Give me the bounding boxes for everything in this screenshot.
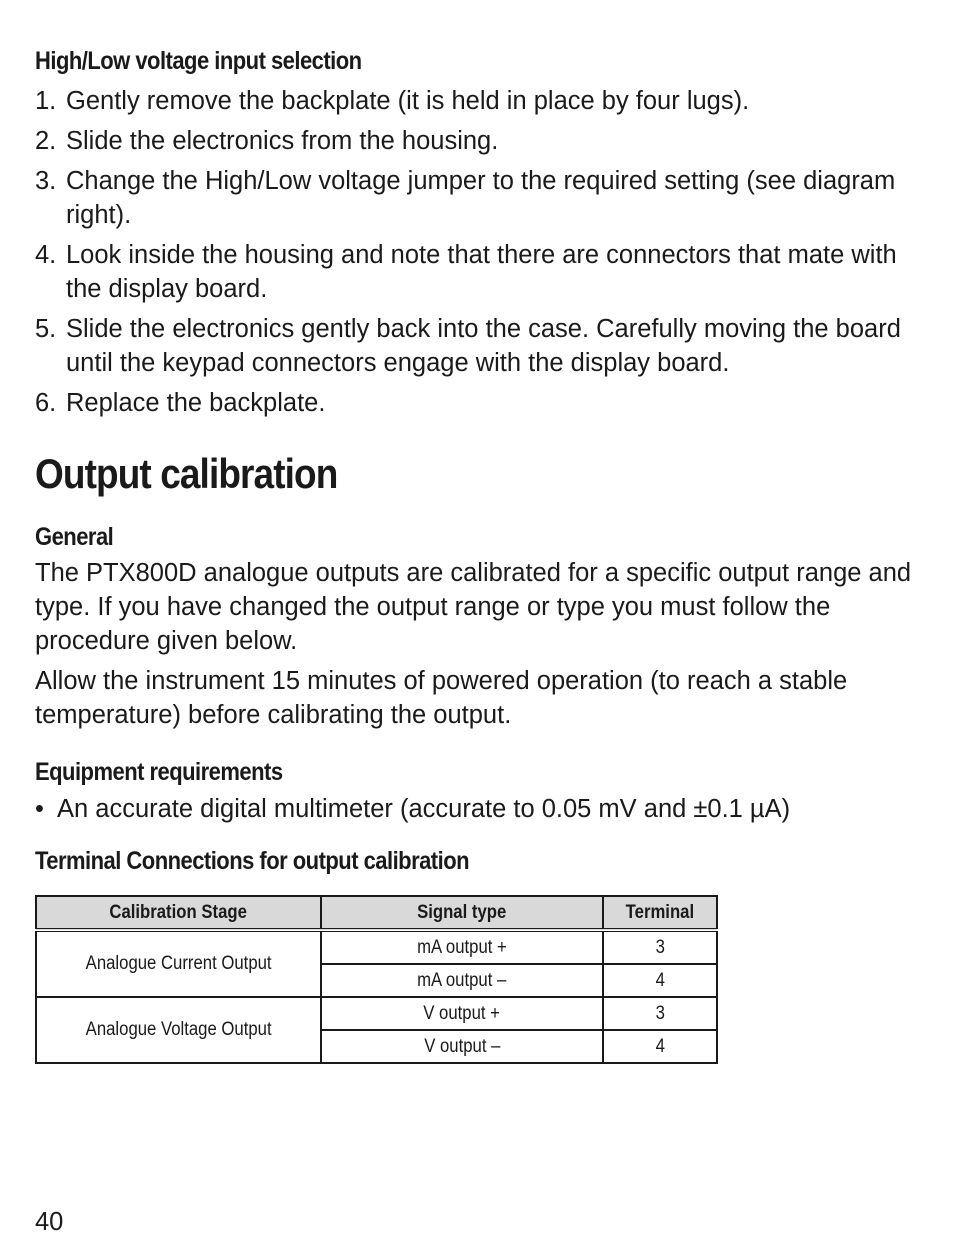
list-item bbox=[35, 164, 915, 232]
step-text: Slide the electronics from the housing. bbox=[66, 127, 499, 155]
terminal-cell: 4 bbox=[603, 964, 717, 997]
section-heading-general: General bbox=[35, 523, 114, 551]
list-item bbox=[35, 386, 915, 420]
table-row bbox=[36, 997, 717, 1030]
equipment-item-text: An accurate digital multimeter (accurate to 0.05 mV and ±0.1 µA) bbox=[57, 795, 791, 823]
step-number: 4. bbox=[35, 241, 57, 269]
list-item bbox=[35, 238, 915, 306]
steps-list bbox=[35, 84, 915, 420]
column-header-stage: Calibration Stage bbox=[36, 896, 321, 930]
general-paragraph-1: The PTX800D analogue outputs are calibrated for a specific output range and type. If you have changed the output range or type you must follow the procedure given below. bbox=[35, 559, 912, 655]
terminal-cell: 4 bbox=[603, 1030, 717, 1063]
step-number: 6. bbox=[35, 389, 57, 417]
step-text: Replace the backplate. bbox=[66, 389, 326, 417]
list-item bbox=[35, 124, 915, 158]
list-item bbox=[35, 84, 915, 118]
column-header-signal: Signal type bbox=[321, 896, 603, 930]
step-text: Slide the electronics gently back into the case. Carefully moving the board until the keypad connectors engage with the display board. bbox=[66, 315, 901, 377]
list-item bbox=[35, 312, 915, 380]
general-paragraph-2: Allow the instrument 15 minutes of powered operation (to reach a stable temperature) before calibrating the output. bbox=[35, 667, 848, 729]
step-text: Look inside the housing and note that there are connectors that mate with the display board. bbox=[66, 241, 897, 303]
step-number: 5. bbox=[35, 315, 57, 343]
column-header-terminal: Terminal bbox=[603, 896, 717, 930]
terminal-cell: 3 bbox=[603, 930, 717, 964]
equipment-bullet-item bbox=[35, 792, 915, 826]
bullet-icon: • bbox=[35, 795, 44, 823]
stage-cell: Analogue Voltage Output bbox=[36, 997, 321, 1063]
section-heading-terminal: Terminal Connections for output calibration bbox=[35, 847, 470, 875]
step-number: 1. bbox=[35, 87, 57, 115]
table-row bbox=[36, 930, 717, 964]
table-header-row bbox=[36, 896, 717, 930]
terminal-cell: 3 bbox=[603, 997, 717, 1030]
page-title: Output calibration bbox=[35, 450, 338, 497]
page-number: 40 bbox=[35, 1208, 64, 1236]
step-number: 2. bbox=[35, 127, 57, 155]
step-text: Gently remove the backplate (it is held in place by four lugs). bbox=[66, 87, 750, 115]
step-number: 3. bbox=[35, 167, 57, 195]
signal-cell: mA output + bbox=[321, 930, 603, 964]
terminal-connections-table bbox=[35, 895, 718, 1064]
signal-cell: mA output – bbox=[321, 964, 603, 997]
section-heading-voltage-selection: High/Low voltage input selection bbox=[35, 47, 362, 75]
page-content bbox=[35, 40, 915, 1064]
stage-cell: Analogue Current Output bbox=[36, 930, 321, 997]
signal-cell: V output – bbox=[321, 1030, 603, 1063]
signal-cell: V output + bbox=[321, 997, 603, 1030]
step-text: Change the High/Low voltage jumper to the required setting (see diagram right). bbox=[66, 167, 896, 229]
section-heading-equipment: Equipment requirements bbox=[35, 758, 283, 786]
